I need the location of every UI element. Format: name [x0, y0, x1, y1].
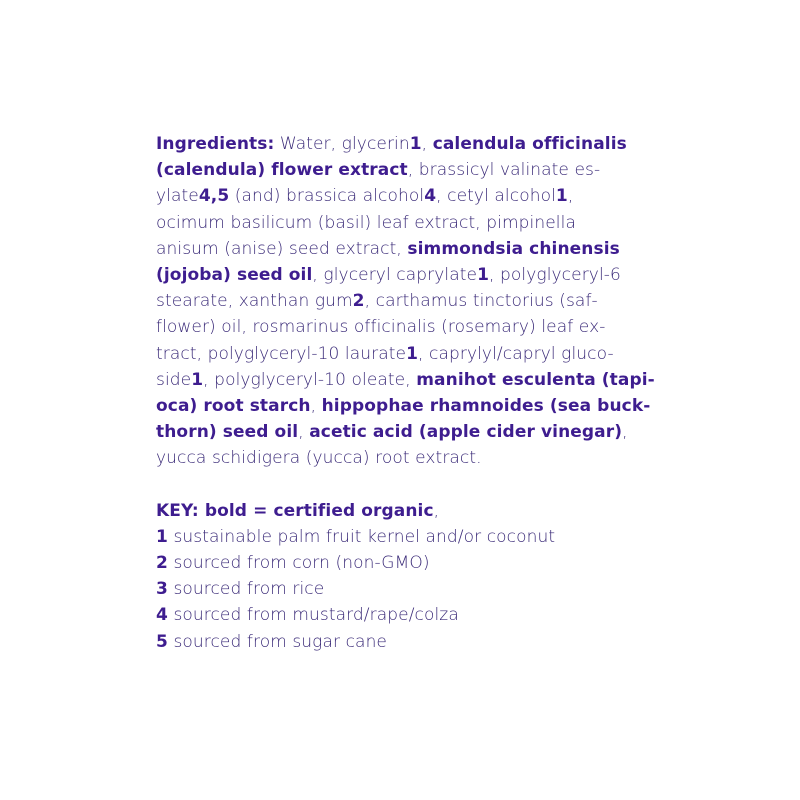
key-item — [156, 524, 676, 550]
ingredient-text: ocimum basilicum (basil) leaf extract, pimpinella — [156, 212, 576, 233]
key-item — [156, 550, 676, 576]
ingredient-text: , carthamus tinctorius (saf- — [364, 291, 598, 312]
ingredient-text: , — [310, 396, 322, 417]
ingredient-text: anisum (anise) seed extract, — [156, 238, 408, 259]
ingredients-panel — [156, 131, 676, 655]
organic-ingredient-text: 2 — [352, 291, 365, 312]
organic-ingredient-text: 4 — [424, 186, 437, 207]
ingredient-text: , — [421, 134, 433, 154]
key-item — [156, 629, 676, 655]
ingredient-line — [156, 262, 676, 288]
ingredient-line — [156, 183, 676, 209]
ingredient-line — [156, 341, 676, 367]
ingredient-text: , brassicyl valinate es- — [407, 160, 601, 181]
ingredient-line — [156, 314, 676, 340]
organic-ingredient-text: calendula officinalis — [432, 134, 627, 154]
key-item — [156, 576, 676, 602]
ingredient-text: , caprylyl/capryl gluco- — [418, 343, 614, 364]
organic-ingredient-text: hippophae rhamnoides (sea buck- — [321, 396, 651, 417]
organic-ingredient-text: 1 — [409, 134, 422, 154]
ingredient-text: , — [298, 422, 310, 443]
ingredient-text: , polyglyceryl-6 — [489, 265, 621, 286]
ingredient-line — [156, 131, 676, 157]
ingredient-line — [156, 236, 676, 262]
ingredient-line — [156, 419, 676, 445]
key-item-text: sourced from sugar cane — [167, 631, 387, 652]
key-item-number: 3 — [156, 579, 168, 600]
ingredient-text: , cetyl alcohol — [436, 186, 556, 207]
key-item — [156, 602, 676, 628]
ingredient-text: tract, polyglyceryl-10 laurate — [156, 343, 407, 364]
ingredient-text: ylate — [156, 186, 199, 207]
ingredient-text: , glyceryl caprylate — [312, 265, 478, 286]
key-item-number: 5 — [156, 631, 168, 652]
key-title: KEY: bold = certified organic — [156, 500, 434, 521]
ingredient-text: (and) brassica alcohol — [229, 186, 425, 207]
ingredient-text: , — [622, 422, 628, 443]
key-item-number: 4 — [156, 605, 168, 626]
ingredients-label: Ingredients: — [156, 134, 275, 154]
key-title-line — [156, 498, 676, 524]
organic-ingredient-text: 1 — [477, 265, 490, 286]
ingredient-text: flower) oil, rosmarinus officinalis (rosemary) leaf ex- — [156, 317, 606, 338]
key-title-suffix: , — [433, 500, 440, 521]
ingredient-text: , — [567, 186, 574, 207]
organic-ingredient-text: thorn) seed oil — [156, 422, 299, 443]
ingredient-line — [156, 367, 676, 393]
organic-ingredient-text: (calendula) flower extract — [156, 160, 408, 181]
ingredient-line — [156, 157, 676, 183]
ingredient-line — [156, 445, 676, 471]
key-item-text: sustainable palm fruit kernel and/or coconut — [167, 526, 556, 547]
ingredient-line — [156, 393, 676, 419]
key-item-number: 1 — [156, 526, 168, 547]
organic-ingredient-text: (jojoba) seed oil — [156, 265, 313, 286]
organic-ingredient-text: acetic acid (apple cider vinegar) — [309, 422, 623, 443]
key-item-number: 2 — [156, 553, 168, 574]
ingredients-paragraph — [156, 131, 676, 472]
organic-ingredient-text: manihot esculenta (tapi- — [416, 369, 655, 390]
organic-ingredient-text: simmondsia chinensis — [407, 238, 620, 259]
organic-ingredient-text: 4,5 — [198, 186, 230, 207]
key-item-text: sourced from rice — [167, 579, 325, 600]
organic-ingredient-text: 1 — [406, 343, 418, 364]
key-section — [156, 498, 676, 655]
ingredient-text: stearate, xanthan gum — [156, 291, 353, 312]
key-item-text: sourced from mustard/rape/colza — [167, 605, 459, 626]
ingredient-text: yucca schidigera (yucca) root extract. — [156, 448, 482, 469]
organic-ingredient-text: oca) root starch — [156, 396, 311, 417]
ingredient-line — [156, 210, 676, 236]
key-item-text: sourced from corn (non-GMO) — [167, 553, 430, 574]
ingredient-text: , polyglyceryl-10 oleate, — [203, 369, 417, 390]
ingredient-line — [156, 288, 676, 314]
organic-ingredient-text: 1 — [555, 186, 568, 207]
ingredient-text: side — [156, 369, 192, 390]
ingredient-text: Water, glycerin — [274, 134, 410, 154]
organic-ingredient-text: 1 — [191, 369, 204, 390]
ingredients-lines — [156, 131, 676, 472]
